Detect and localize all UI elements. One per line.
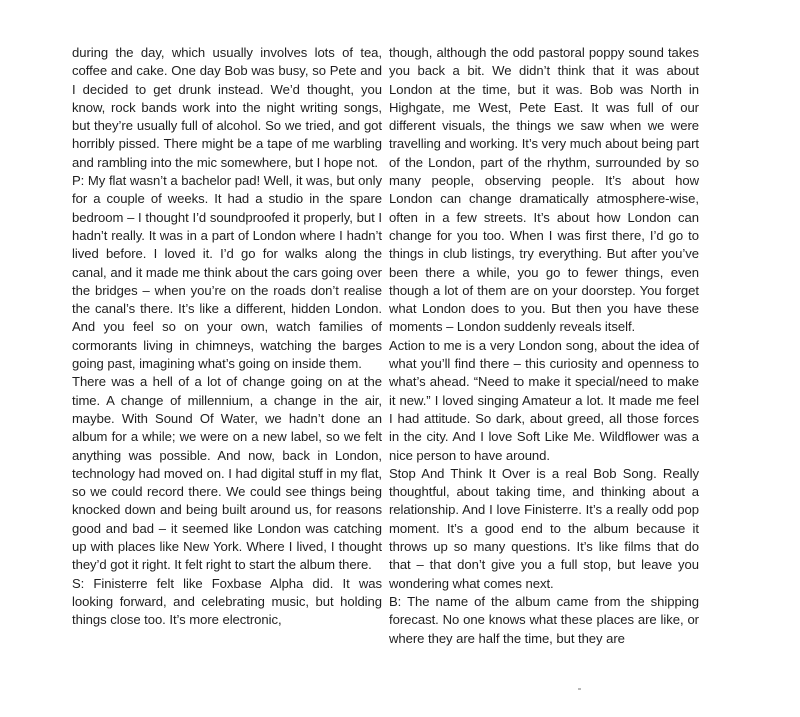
scan-speck <box>578 688 581 690</box>
paragraph: Action to me is a very London song, about the idea of what you’ll find there – this curiosity and openness to what’s ahead. “Need to make it special/need to make it new.” I loved singing Amateur a lot. It made me feel I had attitude. So dark, about greed, all those forces in the city. And I love Soft Like Me. Wildflower was a nice person to have around. <box>389 337 699 463</box>
paragraph: There was a hell of a lot of change going on at the time. A change of millennium, a change in the air, maybe. With Sound Of Water, we hadn’t done an album for a while; we were on a new label, so we felt anything was possible. And now, back in London, technology had moved on. I had digital stuff in my flat, so we could record there. We could see things being knocked down and being built around us, for reasons good and bad – it seemed like London was catching up with places like New York. Where I lived, I thought they’d got it right. It felt right to start the album there. <box>72 374 382 573</box>
right-text-column <box>389 44 699 648</box>
paragraph: P: My flat wasn’t a bachelor pad! Well, it was, but only for a couple of weeks. It had a studio in the spare bedroom – I thought I’d soundproofed it properly, but I hadn’t really. It was in a part of London where I hadn’t lived before. I loved it. I’d go for walks along the canal, and it made me think about the cars going over the bridges – when you’re on the roads don’t realise the canal’s there. It’s like a different, hidden London. And you feel so on your own, watch families of cormorants living in chimneys, watching the barges going past, imagining what’s going on inside them. <box>72 173 382 372</box>
paragraph: though, although the odd pastoral poppy sound takes you back a bit. We didn’t think that it was about London at the time, but it was. Bob was North in Highgate, me West, Pete East. It was full of our different visuals, the things we saw when we were travelling and working. It’s very much about being part of the London, part of the rhythm, surrounded by so many people, observing people. It’s about how London can change dramatically atmosphere-wise, often in a few streets. It’s about how London can change for you too. When I was first there, I’d go to things in club listings, try everything. But after you’ve been there a while, you go to fewer things, even though a lot of them are on your doorstep. You forget what London does to you. But then you have these moments – London suddenly reveals itself. <box>389 45 699 335</box>
paragraph: during the day, which usually involves lots of tea, coffee and cake. One day Bob was busy, so Pete and I decided to get drunk instead. We’d thought, you know, rock bands work into the night writing songs, but they’re usually full of alcohol. So we tried, and got horribly pissed. There might be a tape of me warbling and rambling into the mic somewhere, but I hope not. <box>72 45 382 170</box>
left-text-column <box>72 44 382 630</box>
paragraph: S: Finisterre felt like Foxbase Alpha did. It was looking forward, and celebrating music, but holding things close too. It’s more electronic, <box>72 575 382 628</box>
paragraph: Stop And Think It Over is a real Bob Song. Really thoughtful, about taking time, and thinking about a relationship. And I love Finisterre. It’s a really odd pop moment. It’s a good end to the album because it throws up so many questions. It’s like films that do that – that don’t give you a full stop, but leave you wondering what comes next. <box>389 465 699 591</box>
paragraph: B: The name of the album came from the shipping forecast. No one knows what these places are like, or where they are half the time, but they are <box>389 593 699 646</box>
